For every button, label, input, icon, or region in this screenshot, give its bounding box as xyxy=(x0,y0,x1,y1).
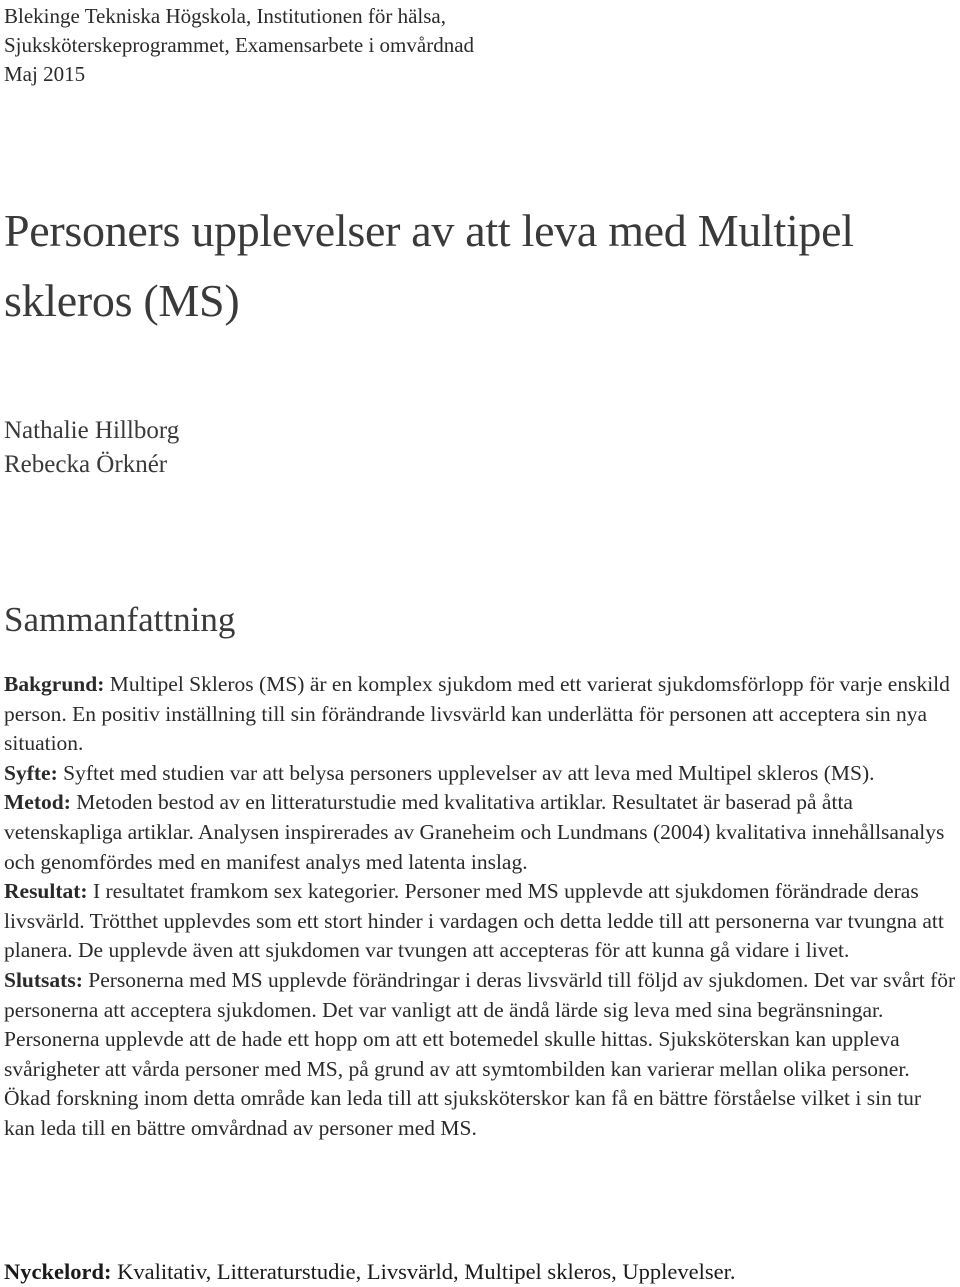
author-name: Nathalie Hillborg xyxy=(4,417,180,444)
abstract-method xyxy=(4,788,956,877)
conclusion-label: Slutsats: xyxy=(4,967,83,992)
abstract-background xyxy=(4,670,956,759)
result-text: I resultatet framkom sex kategorier. Personer med MS upplevde att sjukdomen förändrade deras livsvärld. Trötthet upplevdes som ett stort hinder i vardagen och detta ledde till att personerna var tvungna att planera. De upplevde även att sjukdomen var tvungen att accepteras för att kunna gå vidare i livet. xyxy=(4,879,944,963)
header-date: Maj 2015 xyxy=(4,62,86,86)
background-text: Multipel Skleros (MS) är en komplex sjukdom med ett varierat sjukdomsförlopp för varje enskild person. En positiv inställning till sin förändrande livsvärld kan underlätta för personen att acceptera sin nya situation. xyxy=(4,672,950,756)
aim-label: Syfte: xyxy=(4,760,58,785)
abstract-body xyxy=(4,670,956,1144)
title-line-1: Personers upplevelser av att leva med Multipel xyxy=(4,205,854,256)
keywords-text: Kvalitativ, Litteraturstudie, Livsvärld, Multipel skleros, Upplevelser. xyxy=(111,1259,736,1284)
result-label: Resultat: xyxy=(4,879,88,904)
title-line-2: skleros (MS) xyxy=(4,275,240,326)
abstract-result xyxy=(4,877,956,966)
summary-heading: Sammanfattning xyxy=(4,600,236,639)
aim-text: Syftet med studien var att belysa personers upplevelser av att leva med Multipel skleros (MS). xyxy=(57,760,875,785)
abstract-conclusion xyxy=(4,966,956,1144)
author-name: Rebecka Örknér xyxy=(4,451,168,478)
keywords-line xyxy=(4,1257,956,1287)
conclusion-text: Personerna med MS upplevde förändringar i deras livsvärld till följd av sjukdomen. Det var svårt för personerna att acceptera sjukdomen. Det var vanligt att de ändå lärde sig leva med sina begränsningar. Personerna upplevde att de hade ett hopp om att ett botemedel skulle hittas. Sjuksköterskan kan uppleva svårigheter att vårda personer med MS, på grund av att symtombilden kan varierar mellan olika personer. Ökad forskning inom detta område kan leda till att sjuksköterskor kan få en bättre förståelse vilket i sin tur kan leda till en bättre omvårdnad av personer med MS. xyxy=(4,967,956,1140)
author-list xyxy=(4,414,179,482)
header-program: Sjuksköterskeprogrammet, Examensarbete i omvårdnad xyxy=(4,33,475,57)
document-title xyxy=(4,196,960,336)
document-header xyxy=(4,2,474,89)
method-text: Metoden bestod av en litteraturstudie med kvalitativa artiklar. Resultatet är baserad på åtta vetenskapliga artiklar. Analysen inspirerades av Graneheim och Lundmans (2004) kvalitativa innehållsanalys och genomfördes med en manifest analys med latenta inslag. xyxy=(4,790,945,874)
method-label: Metod: xyxy=(4,790,71,815)
keywords-label: Nyckelord: xyxy=(4,1259,112,1284)
header-institution: Blekinge Tekniska Högskola, Institutionen för hälsa, xyxy=(4,4,446,28)
background-label: Bakgrund: xyxy=(4,672,105,696)
abstract-aim xyxy=(4,759,956,789)
